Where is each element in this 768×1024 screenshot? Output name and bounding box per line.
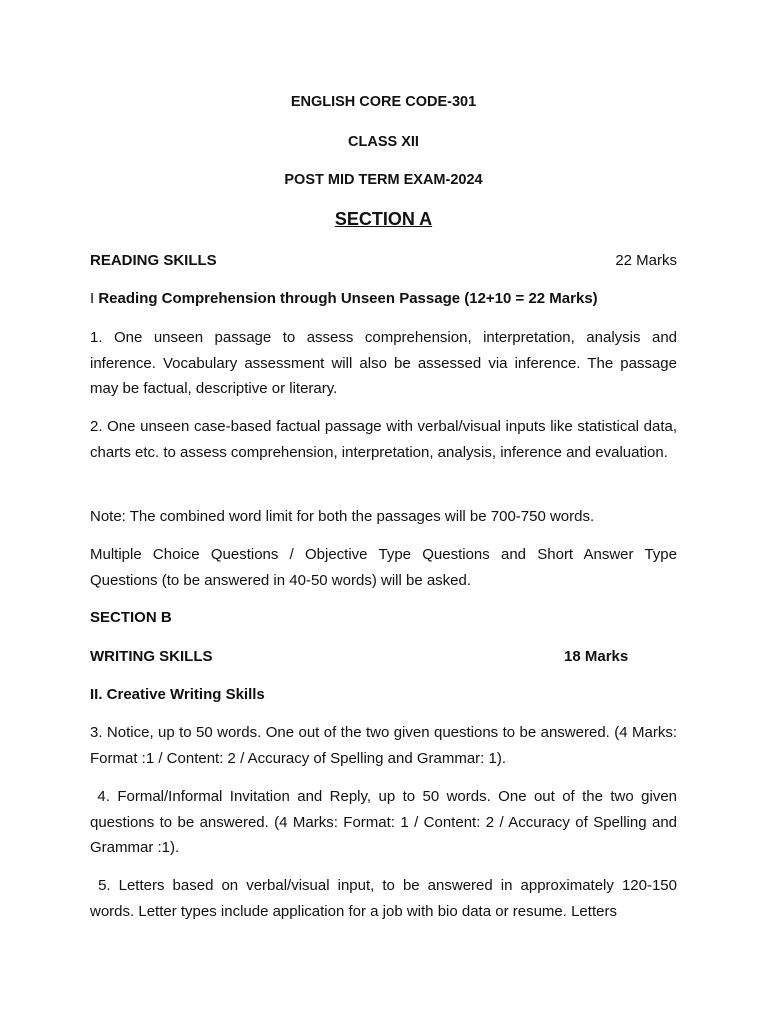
writing-skills-label: WRITING SKILLS [90, 648, 213, 665]
section-a-title: SECTION A [334, 209, 433, 229]
mcq-paragraph: Multiple Choice Questions / Objective Type Questions and Short Answer Type Questions (to be answered in 40-50 words) will be asked. [90, 546, 677, 589]
reading-skills-label: READING SKILLS [90, 252, 217, 269]
item-4-paragraph: 4. Formal/Informal Invitation and Reply, up to 50 words. One out of the two given questions to be answered. (4 Marks: Format: 1 / Content: 2 / Accuracy of Spelling and Grammar :1). [90, 788, 682, 856]
class-heading: CLASS XII [348, 134, 419, 150]
writing-skills-marks: 18 Marks [564, 648, 629, 665]
exam-heading: POST MID TERM EXAM-2024 [284, 172, 483, 188]
reading-skills-marks: 22 Marks [615, 252, 677, 269]
creative-writing-subheading: II. Creative Writing Skills [90, 686, 265, 703]
note-paragraph: Note: The combined word limit for both the passages will be 700-750 words. [90, 508, 595, 525]
item-5-paragraph: 5. Letters based on verbal/visual input, to be answered in approximately 120-150 words. Letter types include application for a job with bio data or resume. Letters [90, 877, 682, 920]
section-b-title: SECTION B [90, 609, 172, 626]
course-code-heading: ENGLISH CORE CODE-301 [290, 94, 477, 110]
reading-subheading [90, 286, 677, 312]
item-2-paragraph: 2. One unseen case-based factual passage with verbal/visual inputs like statistical data, charts etc. to assess comprehension, interpretation, analysis, inference and evaluation. [90, 418, 677, 461]
reading-subheading-text: Reading Comprehension through Unseen Passage (12+10 = 22 Marks) [98, 290, 598, 307]
reading-subheading-prefix: I [90, 290, 95, 307]
item-1-paragraph: 1. One unseen passage to assess comprehension, interpretation, analysis and inference. Vocabulary assessment will also be assessed via inference. The passage may be factual, descriptive or literary. [90, 329, 677, 397]
item-3-paragraph: 3. Notice, up to 50 words. One out of the two given questions to be answered. (4 Marks: Format :1 / Content: 2 / Accuracy of Spelling and Grammar: 1). [90, 724, 677, 767]
